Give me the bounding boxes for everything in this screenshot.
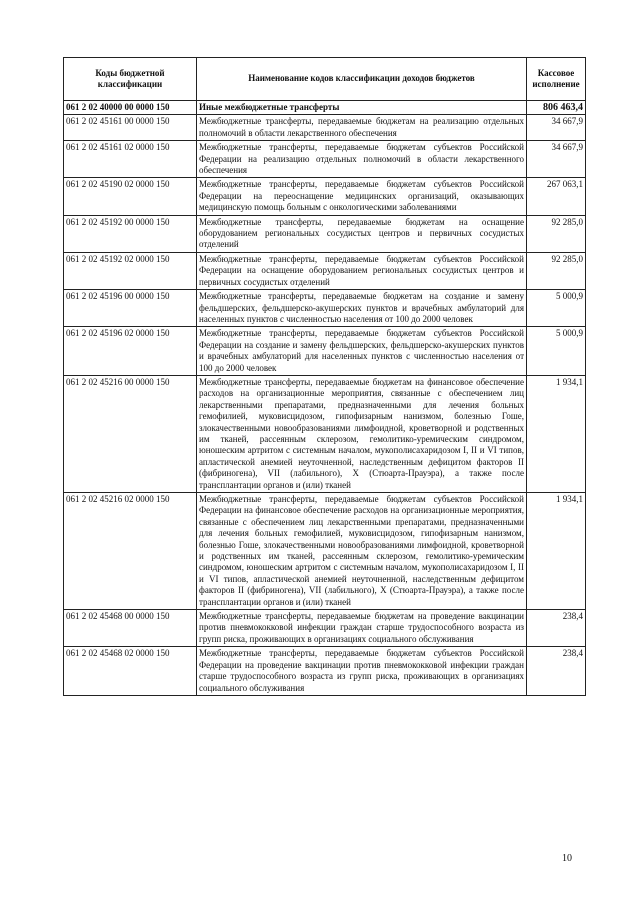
code-cell: 061 2 02 45190 02 0000 150 xyxy=(64,178,197,215)
amount-cell: 267 063,1 xyxy=(527,178,586,215)
name-cell: Межбюджетные трансферты, передаваемые бюджетам на финансовое обеспечение расходов на организационные мероприятия, связанные с обеспечением лиц лекарственными препаратами, предназначенными для лечения больных гемофилией, муковисцидозом, гипофизарным нанизмом, болезнью Гоше, злокачественными новообразованиями лимфоидной, кроветворной и родственных им тканей, рассеянным склерозом, гемолитико-уремическим синдромом, юношеским артритом с системным началом, мукополисахаридозом I, II и VI типов, апластической анемией неуточненной, наследственным дефицитом факторов II (фибриногена), VII (лабильного), X (Стюарта-Прауэра), а также после трансплантации органов и (или) тканей xyxy=(197,375,527,492)
amount-cell: 34 667,9 xyxy=(527,115,586,141)
page-number: 10 xyxy=(562,853,572,864)
amount-cell: 1 934,1 xyxy=(527,375,586,492)
amount-cell: 806 463,4 xyxy=(527,101,586,115)
code-cell: 061 2 02 40000 00 0000 150 xyxy=(64,101,197,115)
amount-cell: 92 285,0 xyxy=(527,252,586,289)
amount-cell: 238,4 xyxy=(527,610,586,647)
code-cell: 061 2 02 45196 00 0000 150 xyxy=(64,290,197,327)
amount-cell: 92 285,0 xyxy=(527,215,586,252)
table-row xyxy=(64,178,586,215)
name-cell: Межбюджетные трансферты, передаваемые бюджетам на проведение вакцинации против пневмококковой инфекции граждан старше трудоспособного возраста из групп риска, проживающих в организациях социального обслуживания xyxy=(197,610,527,647)
code-cell: 061 2 02 45468 02 0000 150 xyxy=(64,647,197,696)
table-row xyxy=(64,141,586,178)
code-cell: 061 2 02 45192 00 0000 150 xyxy=(64,215,197,252)
code-cell: 061 2 02 45196 02 0000 150 xyxy=(64,327,197,376)
name-cell: Иные межбюджетные трансферты xyxy=(197,101,527,115)
header-name: Наименование кодов классификации доходов бюджетов xyxy=(197,58,527,101)
name-cell: Межбюджетные трансферты, передаваемые бюджетам на реализацию отдельных полномочий в области лекарственного обеспечения xyxy=(197,115,527,141)
name-cell: Межбюджетные трансферты, передаваемые бюджетам субъектов Российской Федерации на переоснащение медицинских организаций, оказывающих медицинскую помощь больным с онкологическими заболеваниями xyxy=(197,178,527,215)
code-cell: 061 2 02 45216 02 0000 150 xyxy=(64,493,197,610)
header-amount: Кассовое исполнение xyxy=(527,58,586,101)
amount-cell: 5 000,9 xyxy=(527,290,586,327)
table-row xyxy=(64,115,586,141)
table-row xyxy=(64,327,586,376)
header-code: Коды бюджетной классификации xyxy=(64,58,197,101)
code-cell: 061 2 02 45192 02 0000 150 xyxy=(64,252,197,289)
table-row xyxy=(64,375,586,492)
name-cell: Межбюджетные трансферты, передаваемые бюджетам субъектов Российской Федерации на реализацию отдельных полномочий в области лекарственного обеспечения xyxy=(197,141,527,178)
code-cell: 061 2 02 45216 00 0000 150 xyxy=(64,375,197,492)
table-row xyxy=(64,493,586,610)
amount-cell: 34 667,9 xyxy=(527,141,586,178)
code-cell: 061 2 02 45161 02 0000 150 xyxy=(64,141,197,178)
name-cell: Межбюджетные трансферты, передаваемые бюджетам субъектов Российской Федерации на финансовое обеспечение расходов на организационные мероприятия, связанные с обеспечением лиц лекарственными препаратами, предназначенными для лечения больных гемофилией, муковисцидозом, гипофизарным нанизмом, болезнью Гоше, злокачественными новообразованиями лимфоидной, кроветворной и родственных им тканей, рассеянным склерозом, гемолитико-уремическим синдромом, юношеским артритом с системным началом, мукополисахаридозом I, II и VI типов, апластической анемией неуточненной, наследственным дефицитом факторов II (фибриногена), VII (лабильного), X (Стюарта-Прауэра), а также после трансплантации органов и (или) тканей xyxy=(197,493,527,610)
table-row xyxy=(64,215,586,252)
table-header-row xyxy=(64,58,586,101)
table-row xyxy=(64,252,586,289)
code-cell: 061 2 02 45161 00 0000 150 xyxy=(64,115,197,141)
amount-cell: 238,4 xyxy=(527,647,586,696)
table-row xyxy=(64,101,586,115)
code-cell: 061 2 02 45468 00 0000 150 xyxy=(64,610,197,647)
table-body xyxy=(64,101,586,696)
table-row xyxy=(64,290,586,327)
name-cell: Межбюджетные трансферты, передаваемые бюджетам на оснащение оборудованием региональных сосудистых центров и первичных сосудистых отделений xyxy=(197,215,527,252)
table-row xyxy=(64,647,586,696)
table-row xyxy=(64,610,586,647)
budget-table xyxy=(63,57,586,696)
name-cell: Межбюджетные трансферты, передаваемые бюджетам субъектов Российской Федерации на создание и замену фельдшерских, фельдшерско-акушерских пунктов и врачебных амбулаторий для населенных пунктов с численностью населения от 100 до 2000 человек xyxy=(197,327,527,376)
amount-cell: 1 934,1 xyxy=(527,493,586,610)
name-cell: Межбюджетные трансферты, передаваемые бюджетам субъектов Российской Федерации на оснащение оборудованием региональных сосудистых центров и первичных сосудистых отделений xyxy=(197,252,527,289)
name-cell: Межбюджетные трансферты, передаваемые бюджетам субъектов Российской Федерации на проведение вакцинации против пневмококковой инфекции граждан старше трудоспособного возраста из групп риска, проживающих в организациях социального обслуживания xyxy=(197,647,527,696)
name-cell: Межбюджетные трансферты, передаваемые бюджетам на создание и замену фельдшерских, фельдшерско-акушерских пунктов и врачебных амбулаторий для населенных пунктов с численностью населения от 100 до 2000 человек xyxy=(197,290,527,327)
amount-cell: 5 000,9 xyxy=(527,327,586,376)
